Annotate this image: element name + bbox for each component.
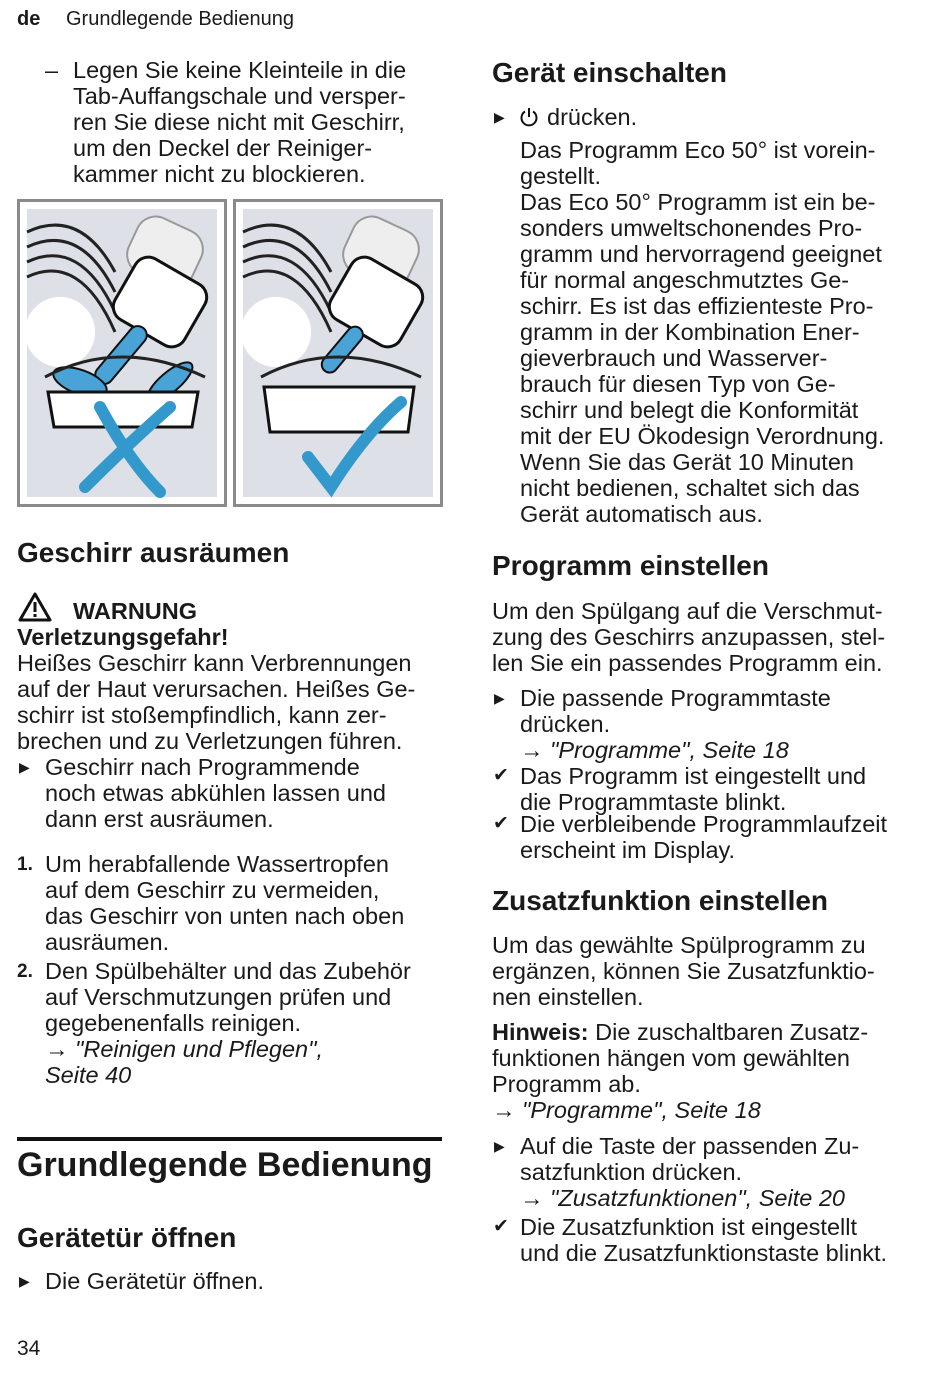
note-text: Die zuschaltbaren Zusatz- funktionen hängen vom gewählten Programm ab. — [492, 1019, 869, 1097]
warning-step: Geschirr nach Programmende noch etwas abkühlen lassen und dann erst ausräumen. — [45, 754, 386, 832]
warning-title: Verletzungsgefahr! — [17, 624, 229, 650]
heading-unload: Geschirr ausräumen — [17, 537, 290, 568]
step-text: Den Spülbehälter und das Zubehör auf Verschmutzungen prüfen und gegebenenfalls reinigen. — [45, 958, 411, 1036]
heading-extra-function: Zusatzfunktion einstellen — [492, 885, 829, 916]
page-number: 34 — [17, 1337, 41, 1360]
dash-marker: – — [45, 57, 59, 83]
bullet-icon: ▶ — [19, 1273, 30, 1289]
extra-text: Um das gewählte Spülprogramm zu ergänzen, können Sie Zusatzfunktio- nen einstellen. — [492, 932, 875, 1010]
bullet-icon: ▶ — [494, 1138, 505, 1154]
check-icon: ✔ — [493, 765, 509, 786]
dash-item: Legen Sie keine Kleinteile in die Tab-Auffangschale und versper- ren Sie diese nicht mit Geschirr, um den Deckel der Reiniger- kammer nicht zu blockieren. — [73, 57, 407, 187]
running-header: Grundlegende Bedienung — [66, 8, 294, 30]
cross-reference-link[interactable]: → "Reinigen und Pflegen", Seite 40 — [45, 1036, 323, 1088]
note — [492, 1019, 868, 1097]
cross-reference-link[interactable]: → "Programme", Seite 18 — [520, 737, 789, 763]
step-number: 2. — [17, 961, 33, 982]
program-result: Die verbleibende Programmlaufzeit erscheint im Display. — [520, 811, 888, 863]
program-step: Die passende Programmtaste drücken. — [520, 685, 831, 737]
door-step: Die Gerätetür öffnen. — [45, 1268, 265, 1294]
step-number: 1. — [17, 854, 33, 875]
cross-reference-link[interactable]: → "Zusatzfunktionen", Seite 20 — [520, 1185, 845, 1211]
step-text: Um herabfallende Wassertropfen auf dem Geschirr zu vermeiden, das Geschirr von unten nach oben ausräumen. — [45, 851, 405, 955]
language-tag: de — [17, 8, 41, 30]
note-label: Hinweis: — [492, 1019, 589, 1045]
program-result: Das Programm ist eingestellt und die Programmtaste blinkt. — [520, 763, 867, 815]
bullet-icon: ▶ — [494, 109, 505, 125]
check-icon: ✔ — [493, 1216, 509, 1237]
power-icon — [519, 107, 539, 127]
warning-text: Heißes Geschirr kann Verbrennungen auf der Haut verursachen. Heißes Ge- schirr ist stoßempfindlich, kann zer- brechen und zu Verletzungen führen. — [17, 650, 416, 754]
illustration-correct — [233, 199, 443, 507]
heading-door: Gerätetür öffnen — [17, 1222, 237, 1253]
bullet-icon: ▶ — [494, 690, 505, 706]
extra-result: Die Zusatzfunktion ist eingestellt und die Zusatzfunktionstaste blinkt. — [520, 1214, 888, 1266]
illustration-wrong — [17, 199, 227, 507]
check-icon: ✔ — [493, 813, 509, 834]
warning-label: WARNUNG — [73, 598, 198, 624]
heading-switch-on: Gerät einschalten — [492, 57, 727, 88]
extra-step: Auf die Taste der passenden Zu- satzfunktion drücken. — [520, 1133, 860, 1185]
bullet-icon: ▶ — [19, 759, 30, 775]
switch-on-text: Das Programm Eco 50° ist vorein- gestellt. Das Eco 50° Programm ist ein be- sonders umweltschonendes Pro- gramm und hervorragend geeignet für normal angeschmutztes Ge- schirr. Es ist das effizienteste Pro- gramm in der Kombination Ener- gieverbrauch und Wasserver- brauch für diesen Typ von Ge- schirr und belegt die Konformität mit der EU Ökodesign Verordnung. Wenn Sie das Gerät 10 Minuten nicht bedienen, schaltet sich das Gerät automatisch aus. — [520, 137, 885, 527]
section-rule — [17, 1137, 442, 1141]
switch-on-step: drücken. — [547, 104, 638, 130]
warning-triangle-icon — [18, 592, 52, 622]
heading-program: Programm einstellen — [492, 550, 769, 581]
heading-main: Grundlegende Bedienung — [17, 1146, 433, 1184]
cross-reference-link[interactable]: → "Programme", Seite 18 — [492, 1097, 761, 1123]
program-text: Um den Spülgang auf die Verschmut- zung des Geschirrs anzupassen, stel- len Sie ein passendes Programm ein. — [492, 598, 886, 676]
